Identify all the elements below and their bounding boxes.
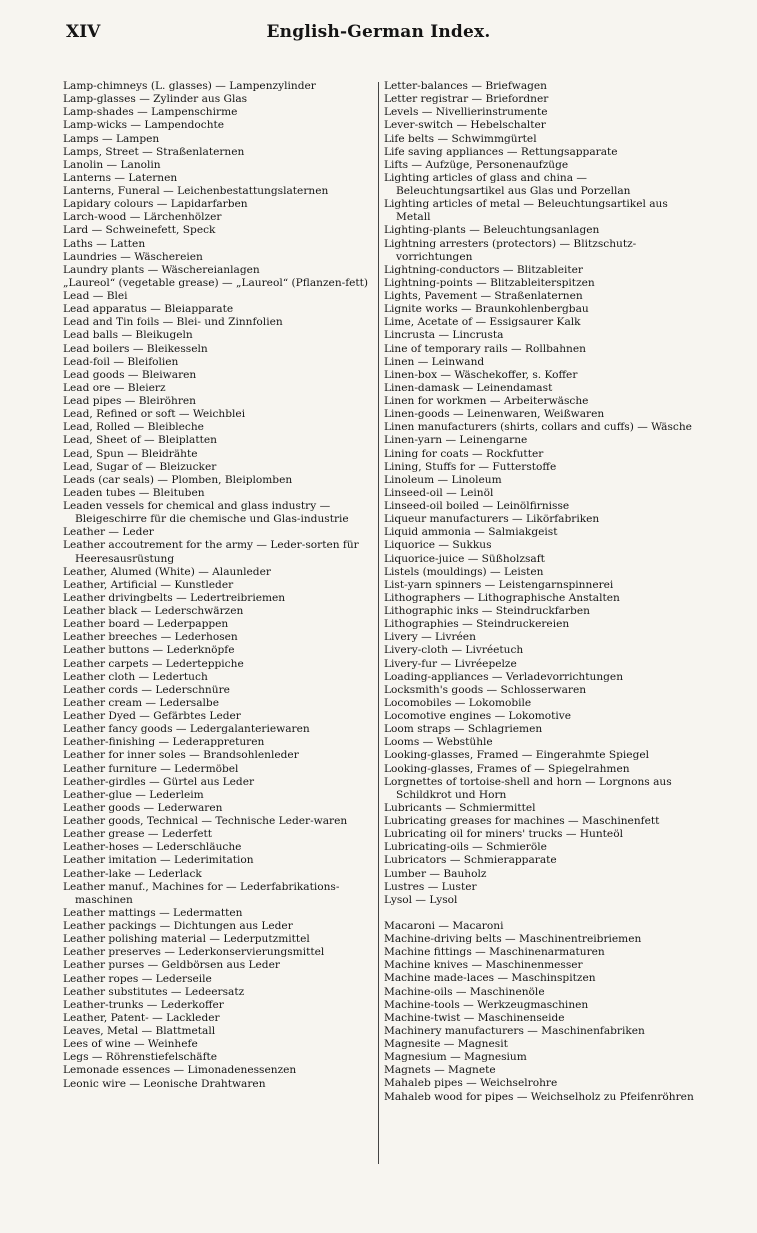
index-entry: List-yarn spinners — Leistengarnspinnerei [384, 578, 614, 591]
index-entry: Lead, Sheet of — Bleiplatten [63, 434, 217, 447]
index-entry: Leather black — Lederschwärzen [63, 605, 244, 617]
index-entry: Leather-finishing — Lederappreturen [63, 736, 265, 749]
index-entry: Leather carpets — Lederteppiche [63, 657, 244, 670]
index-entry: Lubricating greases for machines — Maschinenfett [384, 815, 660, 827]
index-entry: Leather goods, Technical — Technische Leder-waren [63, 815, 348, 827]
index-entry: Lubricators — Schmierapparate [384, 854, 557, 867]
index-entry: Magnesium — Magnesium [384, 1051, 527, 1064]
index-entry: Lighting articles of glass and china — Beleuchtungsartikel aus Glas und Porzellan [384, 171, 631, 197]
index-entry: Lubricating oil for miners' trucks — Hunteöl [384, 828, 623, 841]
index-entry: Leather goods — Lederwaren [63, 801, 223, 814]
index-entry: Leather-trunks — Lederkoffer [63, 998, 224, 1011]
page-title: English-German Index. [266, 22, 491, 42]
index-entry: Macaroni — Macaroni [384, 919, 504, 932]
index-entry: Leather board — Lederpappen [63, 618, 229, 631]
index-entry: Lead, Sugar of — Bleizucker [63, 460, 217, 473]
index-entry: Lamp-wicks — Lampendochte [63, 119, 225, 132]
index-entry: Lubricating-oils — Schmieröle [384, 841, 547, 854]
index-entry: Locomotive engines — Lokomotive [384, 710, 572, 722]
index-entry: Leather accoutrement for the army — Leder-sorten für Heeresausrüstung [63, 539, 359, 565]
index-entry: Machinery manufacturers — Maschinenfabriken [384, 1024, 645, 1037]
index-entry: Lapidary colours — Lapidarfarben [63, 198, 248, 211]
index-entry: Leather substitutes — Ledeersatz [63, 985, 245, 998]
index-entry: Life saving appliances — Rettungsapparate [384, 145, 618, 158]
index-entry: Lanterns, Funeral — Leichenbestattungslaternen [63, 185, 329, 197]
index-entry: Leonic wire — Leonische Drahtwaren [63, 1077, 266, 1090]
index-entry: Loom straps — Schlagriemen [384, 723, 543, 736]
index-entry: Leather polishing material — Lederputzmittel [63, 933, 310, 946]
index-entry: Lead, Refined or soft — Weichblei [63, 408, 246, 421]
index-entry: Livery-cloth — Livréetuch [384, 644, 524, 657]
index-entry: Linseed-oil boiled — Leinölfirnisse [384, 500, 570, 512]
index-entry: Lining, Stuffs for — Futterstoffe [384, 460, 557, 473]
index-entry: Leaden vessels for chemical and glass industry — Bleigeschirre für die chemische und Glas-industrie [63, 500, 349, 526]
index-entry: Leaves, Metal — Blattmetall [63, 1025, 216, 1037]
index-entry: Leather drivingbelts — Ledertreibriemen [63, 591, 286, 604]
index-entry: Lanolin — Lanolin [63, 158, 161, 171]
index-entry: Mahaleb pipes — Weichselrohre [384, 1077, 558, 1090]
index-entry: Leather, Alumed (White) — Alaunleder [63, 565, 271, 578]
index-entry: Looking-glasses, Framed — Eingerahmte Spiegel [384, 749, 650, 762]
index-entry: Linen-goods — Leinenwaren, Weißwaren [384, 408, 605, 421]
index-entry: Lead-foil — Bleifolien [63, 355, 179, 368]
index-entry: Livery — Livréen [384, 631, 476, 644]
index-entry: Leaden tubes — Bleituben [63, 486, 205, 499]
right-index-column [384, 80, 696, 1104]
index-entry: Letter-balances — Briefwagen [384, 80, 548, 92]
index-entry: Leather cords — Lederschnüre [63, 683, 230, 696]
index-entry: Lightning-conductors — Blitzableiter [384, 263, 583, 276]
index-entry: Lead pipes — Bleiröhren [63, 395, 197, 407]
index-entry: Leads (car seals) — Plomben, Bleiplomben [63, 473, 293, 486]
index-entry: Leather, Artificial — Kunstleder [63, 578, 234, 591]
index-entry: Locksmith's goods — Schlosserwaren [384, 683, 587, 696]
index-entry: Lemonade essences — Limonadenessenzen [63, 1064, 297, 1077]
index-entry: Lanterns — Laternen [63, 171, 178, 184]
index-entry: Leather fancy goods — Ledergalanteriewaren [63, 723, 310, 736]
index-entry: Lubricants — Schmiermittel [384, 801, 536, 814]
index-entry: Linen-damask — Leinendamast [384, 381, 553, 394]
index-entry: Lead apparatus — Bleiapparate [63, 303, 234, 316]
index-entry: Lorgnettes of tortoise-shell and horn — Lorgnons aus Schildkrot und Horn [384, 775, 672, 801]
index-entry: Lead and Tin foils — Blei- und Zinnfolien [63, 316, 283, 329]
index-entry: Livery-fur — Livréepelze [384, 657, 517, 670]
index-entry: Liquid ammonia — Salmiakgeist [384, 526, 558, 539]
index-entry: Lightning-points — Blitzableiterspitzen [384, 276, 595, 289]
index-entry: Letter registrar — Briefordner [384, 93, 549, 106]
column-divider [378, 82, 379, 1164]
index-entry: Machine made-laces — Maschinspitzen [384, 972, 596, 985]
index-entry: Linen-box — Wäschekoffer, s. Koffer [384, 368, 578, 381]
left-index-column [63, 80, 375, 1091]
index-entry: Lighting-plants — Beleuchtungsanlagen [384, 224, 600, 237]
index-entry: Linseed-oil — Leinöl [384, 486, 494, 499]
index-entry: Laundries — Wäschereien [63, 250, 203, 263]
index-entry: Lamp-shades — Lampenschirme [63, 106, 238, 119]
index-entry: Leather breeches — Lederhosen [63, 631, 238, 644]
index-entry: Lead balls — Bleikugeln [63, 329, 193, 342]
index-entry: Leather furniture — Ledermöbel [63, 762, 239, 775]
index-entry: Line of temporary rails — Rollbahnen [384, 342, 586, 355]
index-entry: Life belts — Schwimmgürtel [384, 132, 537, 145]
index-entry: Leather ropes — Lederseile [63, 972, 212, 985]
index-entry: Leather Dyed — Gefärbtes Leder [63, 710, 241, 722]
index-entry: Lithographic inks — Steindruckfarben [384, 605, 590, 617]
index-entry: Leather preserves — Lederkonservierungsmittel [63, 946, 325, 959]
index-entry: Leather imitation — Lederimitation [63, 854, 254, 867]
index-entry: Laths — Latten [63, 237, 146, 250]
index-entry: Liquorice — Sukkus [384, 539, 492, 552]
index-entry: Machine-twist — Maschinenseide [384, 1011, 565, 1024]
index-entry: Locomobiles — Lokomobile [384, 696, 532, 709]
index-entry: Lincrusta — Lincrusta [384, 329, 504, 342]
index-entry: Lead goods — Bleiwaren [63, 368, 197, 381]
index-entry: Lamp-chimneys (L. glasses) — Lampenzylinder [63, 80, 316, 92]
index-entry: Lime, Acetate of — Essigsaurer Kalk [384, 316, 581, 329]
index-entry: Linen for workmen — Arbeiterwäsche [384, 395, 589, 407]
index-entry: Linen manufacturers (shirts, collars and cuffs) — Wäsche [384, 421, 692, 434]
index-entry: Listels (mouldings) — Leisten [384, 565, 544, 578]
index-entry: „Laureol“ (vegetable grease) — „Laureol“ (Pflanzen-fett) [63, 276, 369, 289]
index-entry: Leather-hoses — Lederschläuche [63, 841, 242, 854]
index-entry: Lighting articles of metal — Beleuchtungsartikel aus Metall [384, 198, 668, 224]
index-entry: Lightning arresters (protectors) — Blitzschutz-vorrichtungen [384, 237, 637, 263]
index-entry: Leather mattings — Ledermatten [63, 906, 243, 919]
index-entry: Linen — Leinwand [384, 355, 485, 368]
index-entry: Lithographers — Lithographische Anstalten [384, 591, 620, 604]
index-entry: Magnets — Magnete [384, 1064, 496, 1077]
index-entry: Leather buttons — Lederknöpfe [63, 644, 235, 657]
index-entry: Levels — Nivellierinstrumente [384, 106, 548, 119]
index-entry: Machine knives — Maschinenmesser [384, 959, 583, 972]
index-entry: Machine-driving belts — Maschinentreibriemen [384, 933, 642, 945]
index-entry: Leather purses — Geldbörsen aus Leder [63, 959, 280, 972]
index-entry: Lard — Schweinefett, Speck [63, 224, 216, 237]
index-entry: Lees of wine — Weinhefe [63, 1038, 198, 1051]
index-entry: Lamps, Street — Straßenlaternen [63, 145, 245, 158]
index-entry: Liqueur manufacturers — Likörfabriken [384, 513, 600, 526]
index-entry: Legs — Röhrenstiefelschäfte [63, 1051, 218, 1064]
index-entry: Leather grease — Lederfett [63, 828, 212, 841]
index-entry: Leather, Patent- — Lackleder [63, 1011, 220, 1024]
index-entry: Lithographies — Steindruckereien [384, 618, 570, 631]
index-entry: Looking-glasses, Frames of — Spiegelrahmen [384, 762, 630, 775]
index-entry: Laundry plants — Wäschereianlagen [63, 263, 260, 276]
index-entry: Lead, Rolled — Bleibleche [63, 421, 204, 434]
index-entry: Machine-oils — Maschinenöle [384, 985, 545, 998]
index-entry: Linoleum — Linoleum [384, 473, 502, 486]
index-entry: Leather-glue — Lederleim [63, 788, 204, 801]
index-entry: Lead boilers — Bleikesseln [63, 342, 208, 355]
index-entry: Machine fittings — Maschinenarmaturen [384, 946, 605, 959]
index-entry: Lights, Pavement — Straßenlaternen [384, 290, 583, 302]
index-entry: Lever-switch — Hebelschalter [384, 119, 546, 132]
index-entry: Mahaleb wood for pipes — Weichselholz zu Pfeifenröhren [384, 1090, 694, 1103]
index-entry: Leather for inner soles — Brandsohlenleder [63, 749, 299, 762]
index-entry: Leather manuf., Machines for — Lederfabrikations-maschinen [63, 880, 340, 906]
index-entry: Lamps — Lampen [63, 132, 160, 145]
index-entry: Lead — Blei [63, 290, 128, 302]
index-entry: Larch-wood — Lärchenhölzer [63, 211, 222, 224]
index-entry: Leather-girdles — Gürtel aus Leder [63, 775, 255, 788]
index-entry: Lignite works — Braunkohlenbergbau [384, 303, 589, 316]
page-number: XIV [66, 22, 101, 42]
index-entry: Leather packings — Dichtungen aus Leder [63, 920, 293, 932]
index-entry: Lysol — Lysol [384, 893, 458, 906]
page-header [0, 22, 757, 52]
index-entry: Loading-appliances — Verladevorrichtungen [384, 670, 624, 683]
index-entry: Lead ore — Bleierz [63, 381, 166, 394]
index-entry: Lumber — Bauholz [384, 867, 487, 880]
index-entry: Machine-tools — Werkzeugmaschinen [384, 998, 589, 1011]
index-entry: Lining for coats — Rockfutter [384, 447, 544, 460]
index-entry: Leather — Leder [63, 526, 154, 539]
index-entry: Leather cloth — Ledertuch [63, 670, 208, 683]
index-entry: Liquorice-juice — Süßholzsaft [384, 552, 545, 565]
index-entry: Lustres — Luster [384, 880, 477, 893]
index-entry: Lamp-glasses — Zylinder aus Glas [63, 93, 248, 106]
index-entry: Lifts — Aufzüge, Personenaufzüge [384, 158, 569, 171]
index-entry: Leather cream — Ledersalbe [63, 696, 219, 709]
index-entry: Looms — Webstühle [384, 736, 493, 749]
index-entry: Magnesite — Magnesit [384, 1038, 508, 1050]
index-entry: Leather-lake — Lederlack [63, 867, 202, 880]
index-entry: Linen-yarn — Leinengarne [384, 434, 528, 447]
index-entry: Lead, Spun — Bleidrähte [63, 447, 198, 460]
